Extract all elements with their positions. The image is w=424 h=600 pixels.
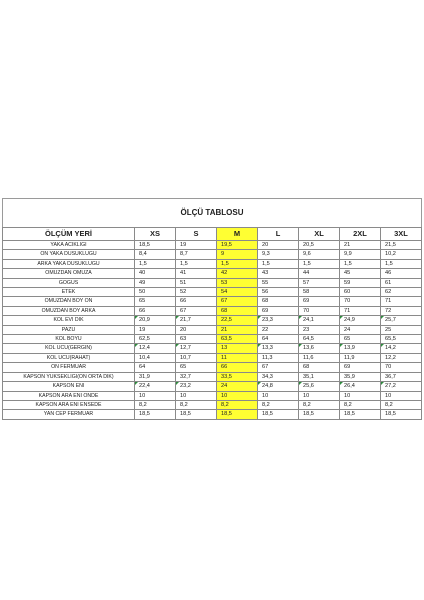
table-cell-m: 9: [217, 250, 258, 259]
table-cell-l: 18,5: [258, 410, 299, 419]
table-cell-m: 19,5: [217, 241, 258, 250]
measurement-label: KOL UCU(GERGIN): [3, 344, 135, 353]
size-chart: [2, 198, 422, 420]
table-cell-xs: 66: [135, 306, 176, 315]
table-cell-m: 63,5: [217, 335, 258, 344]
table-cell-3xl: 61: [381, 278, 422, 287]
table-cell-3xl: 12,2: [381, 353, 422, 362]
table-cell-s: 63: [176, 335, 217, 344]
table-cell-xl: 44: [299, 269, 340, 278]
table-cell-3xl: 65,5: [381, 335, 422, 344]
table-cell-m: 10: [217, 391, 258, 400]
table-cell-l: 34,3: [258, 372, 299, 381]
measurement-label: KAPSON ARA ENI ENSEDE: [3, 400, 135, 409]
table-cell-2xl: 18,5: [340, 410, 381, 419]
table-cell-2xl: 1,5: [340, 259, 381, 268]
table-cell-s: 51: [176, 278, 217, 287]
table-cell-2xl: 10: [340, 391, 381, 400]
table-cell-s: 23,2: [176, 382, 217, 391]
table-cell-2xl: 24: [340, 325, 381, 334]
table-cell-m: 66: [217, 363, 258, 372]
table-cell-2xl: 24,9: [340, 316, 381, 325]
table-cell-m: 53: [217, 278, 258, 287]
table-row: [3, 410, 422, 419]
table-cell-xs: 10,4: [135, 353, 176, 362]
table-cell-xs: 22,4: [135, 382, 176, 391]
table-cell-xl: 11,6: [299, 353, 340, 362]
table-row: [3, 382, 422, 391]
table-cell-m: 8,2: [217, 400, 258, 409]
table-cell-xl: 68: [299, 363, 340, 372]
table-cell-s: 1,5: [176, 259, 217, 268]
table-row: [3, 363, 422, 372]
table-cell-l: 8,2: [258, 400, 299, 409]
table-cell-xs: 1,5: [135, 259, 176, 268]
measurement-label: KAPSON ARA ENI ONDE: [3, 391, 135, 400]
measurement-label: OMUZDAN OMUZA: [3, 269, 135, 278]
table-cell-2xl: 21: [340, 241, 381, 250]
table-cell-xs: 64: [135, 363, 176, 372]
table-cell-xl: 20,5: [299, 241, 340, 250]
table-cell-xs: 18,5: [135, 410, 176, 419]
table-cell-m: 13: [217, 344, 258, 353]
size-table: [2, 227, 422, 420]
table-cell-s: 66: [176, 297, 217, 306]
table-cell-s: 18,5: [176, 410, 217, 419]
table-row: [3, 241, 422, 250]
table-cell-2xl: 65: [340, 335, 381, 344]
table-cell-l: 43: [258, 269, 299, 278]
table-cell-xl: 25,6: [299, 382, 340, 391]
table-cell-l: 11,3: [258, 353, 299, 362]
measurement-label: ETEK: [3, 288, 135, 297]
measurement-label: KAPSON YUKSEKLIGI(ON ORTA DIK): [3, 372, 135, 381]
table-row: [3, 269, 422, 278]
table-cell-3xl: 46: [381, 269, 422, 278]
measurement-label: KOL UCU(RAHAT): [3, 353, 135, 362]
table-row: [3, 278, 422, 287]
table-cell-3xl: 18,5: [381, 410, 422, 419]
table-cell-2xl: 70: [340, 297, 381, 306]
table-cell-3xl: 8,2: [381, 400, 422, 409]
table-cell-xl: 35,1: [299, 372, 340, 381]
table-cell-xl: 69: [299, 297, 340, 306]
table-cell-l: 22: [258, 325, 299, 334]
table-cell-xl: 10: [299, 391, 340, 400]
table-row: [3, 250, 422, 259]
measurement-label: YAKA ACIKLIGI: [3, 241, 135, 250]
table-cell-xs: 50: [135, 288, 176, 297]
table-cell-s: 20: [176, 325, 217, 334]
table-cell-xl: 24,1: [299, 316, 340, 325]
table-cell-xl: 8,2: [299, 400, 340, 409]
size-header-2xl: 2XL: [340, 228, 381, 241]
table-cell-2xl: 71: [340, 306, 381, 315]
table-cell-xs: 62,5: [135, 335, 176, 344]
table-cell-xl: 1,5: [299, 259, 340, 268]
table-cell-xs: 8,2: [135, 400, 176, 409]
table-cell-m: 22,5: [217, 316, 258, 325]
table-cell-xs: 8,4: [135, 250, 176, 259]
table-cell-3xl: 1,5: [381, 259, 422, 268]
table-cell-s: 65: [176, 363, 217, 372]
table-cell-2xl: 8,2: [340, 400, 381, 409]
table-cell-s: 21,7: [176, 316, 217, 325]
table-cell-s: 12,7: [176, 344, 217, 353]
table-cell-xl: 13,6: [299, 344, 340, 353]
measurement-label: OMUZDAN BOY ARKA: [3, 306, 135, 315]
header-row: [3, 228, 422, 241]
table-cell-3xl: 62: [381, 288, 422, 297]
table-cell-3xl: 72: [381, 306, 422, 315]
table-cell-m: 21: [217, 325, 258, 334]
table-cell-l: 9,3: [258, 250, 299, 259]
measurement-header: ÖLÇÜM YERİ: [3, 228, 135, 241]
table-cell-3xl: 25,7: [381, 316, 422, 325]
measurement-label: ON YAKA DUSUKLUGU: [3, 250, 135, 259]
table-cell-3xl: 21,5: [381, 241, 422, 250]
table-cell-m: 24: [217, 382, 258, 391]
measurement-label: KAPSON ENI: [3, 382, 135, 391]
table-cell-2xl: 59: [340, 278, 381, 287]
table-cell-2xl: 13,9: [340, 344, 381, 353]
table-cell-xs: 40: [135, 269, 176, 278]
table-cell-3xl: 10,2: [381, 250, 422, 259]
table-cell-2xl: 26,4: [340, 382, 381, 391]
table-cell-m: 1,5: [217, 259, 258, 268]
table-cell-s: 8,2: [176, 400, 217, 409]
table-cell-3xl: 27,2: [381, 382, 422, 391]
table-row: [3, 372, 422, 381]
table-row: [3, 316, 422, 325]
table-row: [3, 288, 422, 297]
table-cell-s: 41: [176, 269, 217, 278]
measurement-label: GOGUS: [3, 278, 135, 287]
table-cell-3xl: 36,7: [381, 372, 422, 381]
table-cell-l: 23,3: [258, 316, 299, 325]
table-row: [3, 400, 422, 409]
table-cell-3xl: 10: [381, 391, 422, 400]
table-cell-2xl: 45: [340, 269, 381, 278]
chart-title: ÖLÇÜ TABLOSU: [2, 198, 422, 227]
table-cell-l: 1,5: [258, 259, 299, 268]
table-row: [3, 344, 422, 353]
table-cell-m: 11: [217, 353, 258, 362]
size-header-xl: XL: [299, 228, 340, 241]
table-cell-m: 54: [217, 288, 258, 297]
table-cell-l: 67: [258, 363, 299, 372]
table-cell-3xl: 14,2: [381, 344, 422, 353]
table-cell-xs: 12,4: [135, 344, 176, 353]
table-cell-xl: 23: [299, 325, 340, 334]
table-cell-3xl: 25: [381, 325, 422, 334]
table-cell-s: 52: [176, 288, 217, 297]
table-cell-l: 69: [258, 306, 299, 315]
table-row: [3, 325, 422, 334]
table-row: [3, 391, 422, 400]
table-row: [3, 353, 422, 362]
table-cell-xs: 49: [135, 278, 176, 287]
table-cell-xl: 58: [299, 288, 340, 297]
table-cell-l: 10: [258, 391, 299, 400]
measurement-label: PAZU: [3, 325, 135, 334]
size-header-3xl: 3XL: [381, 228, 422, 241]
table-cell-xs: 10: [135, 391, 176, 400]
table-cell-m: 42: [217, 269, 258, 278]
table-cell-2xl: 35,9: [340, 372, 381, 381]
table-cell-m: 33,5: [217, 372, 258, 381]
table-cell-xs: 31,9: [135, 372, 176, 381]
table-cell-s: 19: [176, 241, 217, 250]
table-cell-m: 67: [217, 297, 258, 306]
table-cell-xs: 19: [135, 325, 176, 334]
table-cell-s: 10,7: [176, 353, 217, 362]
measurement-label: YAN CEP FERMUAR: [3, 410, 135, 419]
table-cell-s: 10: [176, 391, 217, 400]
table-cell-l: 55: [258, 278, 299, 287]
table-cell-s: 8,7: [176, 250, 217, 259]
table-cell-l: 20: [258, 241, 299, 250]
table-cell-xs: 20,9: [135, 316, 176, 325]
measurement-label: ON FERMUAR: [3, 363, 135, 372]
table-cell-2xl: 11,9: [340, 353, 381, 362]
table-cell-xl: 9,6: [299, 250, 340, 259]
table-cell-xs: 65: [135, 297, 176, 306]
table-cell-xs: 18,5: [135, 241, 176, 250]
table-cell-3xl: 70: [381, 363, 422, 372]
table-body: [3, 241, 422, 420]
measurement-label: OMUZDAN BOY ON: [3, 297, 135, 306]
size-header-m: M: [217, 228, 258, 241]
table-cell-xl: 70: [299, 306, 340, 315]
table-cell-xl: 64,5: [299, 335, 340, 344]
size-header-l: L: [258, 228, 299, 241]
table-cell-xl: 18,5: [299, 410, 340, 419]
table-cell-2xl: 60: [340, 288, 381, 297]
table-cell-l: 56: [258, 288, 299, 297]
measurement-label: KOL EVI DIK: [3, 316, 135, 325]
size-header-s: S: [176, 228, 217, 241]
size-header-xs: XS: [135, 228, 176, 241]
table-cell-3xl: 71: [381, 297, 422, 306]
table-cell-xl: 57: [299, 278, 340, 287]
table-cell-2xl: 69: [340, 363, 381, 372]
table-row: [3, 259, 422, 268]
table-row: [3, 306, 422, 315]
table-cell-l: 13,3: [258, 344, 299, 353]
table-cell-s: 67: [176, 306, 217, 315]
table-cell-l: 64: [258, 335, 299, 344]
table-row: [3, 335, 422, 344]
table-cell-l: 68: [258, 297, 299, 306]
table-cell-s: 32,7: [176, 372, 217, 381]
table-cell-l: 24,8: [258, 382, 299, 391]
table-row: [3, 297, 422, 306]
table-cell-2xl: 9,9: [340, 250, 381, 259]
table-cell-m: 18,5: [217, 410, 258, 419]
table-cell-m: 68: [217, 306, 258, 315]
measurement-label: KOL BOYU: [3, 335, 135, 344]
measurement-label: ARKA YAKA DUSUKLUGU: [3, 259, 135, 268]
